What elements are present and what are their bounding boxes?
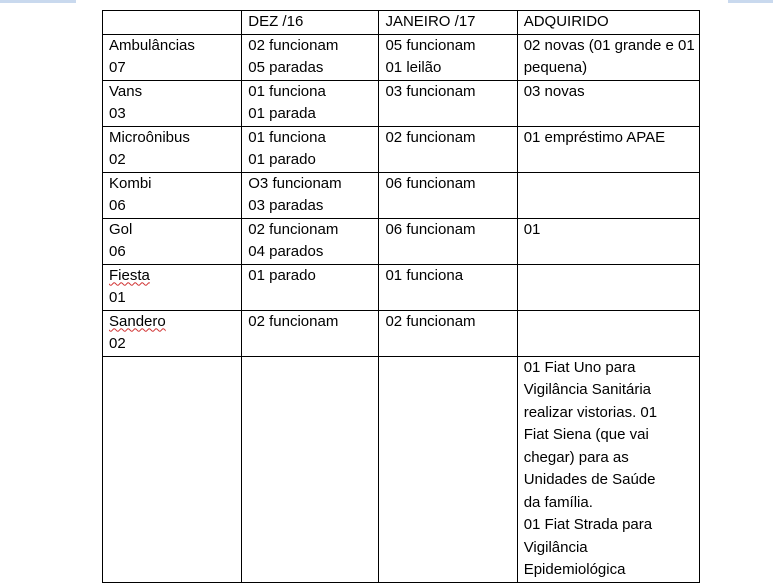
table-row (103, 356, 700, 582)
vehicle-cell (103, 310, 242, 356)
vehicle-cell (103, 34, 242, 80)
table-row (103, 218, 700, 264)
jan-line: 05 funcionam (385, 36, 476, 54)
dez-cell (242, 218, 379, 264)
adquirido-cell (517, 310, 699, 356)
dez-line: 01 parado (248, 266, 316, 284)
dez-line: 01 parado (248, 151, 316, 168)
vehicle-cell (103, 80, 242, 126)
vehicle-cell (103, 218, 242, 264)
adquirido-text: 03 novas (523, 82, 585, 100)
dez-line: 02 funcionam (248, 312, 339, 330)
dez-cell-empty (242, 356, 379, 582)
vehicle-count: 02 (109, 335, 126, 352)
vehicle-name: Fiesta (109, 266, 150, 284)
vehicle-name: Vans (109, 82, 143, 100)
dez-line: 03 paradas (248, 197, 324, 214)
jan-cell (379, 80, 517, 126)
table-row (103, 172, 700, 218)
top-right-accent-bar (728, 0, 773, 3)
jan-cell-empty (379, 356, 517, 582)
jan-line: 02 funcionam (385, 312, 476, 330)
vehicle-name: Microônibus (109, 128, 190, 146)
dez-cell (242, 80, 379, 126)
dez-cell (242, 126, 379, 172)
table-row (103, 310, 700, 356)
vehicle-cell (103, 264, 242, 310)
vehicle-count: 06 (109, 197, 126, 214)
dez-cell (242, 264, 379, 310)
adquirido-text: 02 novas (01 grande e 01 pequena) (523, 36, 695, 76)
adquirido-cell (517, 218, 699, 264)
vehicle-fleet-table (102, 10, 700, 583)
adquirido-note-line: Unidades de Saúde (523, 471, 656, 488)
vehicle-name: Gol (109, 220, 133, 238)
dez-line: 02 funcionam (248, 220, 339, 238)
adquirido-note-line: Epidemiológica (523, 561, 626, 578)
table-row (103, 34, 700, 80)
table-row (103, 264, 700, 310)
jan-cell (379, 264, 517, 310)
vehicle-name: Kombi (109, 174, 152, 192)
dez-line: 02 funcionam (248, 36, 339, 54)
dez-cell (242, 310, 379, 356)
adquirido-note-line: realizar vistorias. 01 (523, 403, 658, 421)
adquirido-note-line: Vigilância (523, 538, 588, 556)
jan-cell (379, 172, 517, 218)
adquirido-text: 01 empréstimo APAE (523, 128, 666, 146)
adquirido-note-line: Vigilância Sanitária (523, 381, 652, 398)
vehicle-cell (103, 126, 242, 172)
jan-line: 02 funcionam (385, 128, 476, 146)
vehicle-name: Sandero (109, 312, 166, 330)
dez-line: 01 funciona (248, 128, 326, 146)
jan-line: 01 leilão (385, 59, 442, 76)
jan-line: 06 funcionam (385, 174, 476, 192)
adquirido-note-line: chegar) para as (523, 448, 629, 466)
dez-line: 01 funciona (248, 82, 326, 100)
jan-cell (379, 310, 517, 356)
dez-cell (242, 172, 379, 218)
dez-line: 05 paradas (248, 59, 324, 76)
adquirido-text: 01 (523, 220, 541, 238)
dez-cell (242, 34, 379, 80)
vehicle-count: 02 (109, 151, 126, 168)
adquirido-cell (517, 34, 699, 80)
adquirido-cell (517, 172, 699, 218)
vehicle-count: 07 (109, 59, 126, 76)
header-cell-vehicle (103, 11, 242, 35)
adquirido-cell (517, 264, 699, 310)
adquirido-notes-cell (517, 356, 699, 582)
dez-line: O3 funcionam (248, 174, 342, 192)
adquirido-cell (517, 126, 699, 172)
header-cell-janeiro: JANEIRO /17 (379, 11, 517, 35)
table-row (103, 126, 700, 172)
header-cell-adquirido: ADQUIRIDO (517, 11, 699, 35)
adquirido-cell (517, 80, 699, 126)
jan-line: 03 funcionam (385, 82, 476, 100)
jan-cell (379, 218, 517, 264)
vehicle-cell-empty (103, 356, 242, 582)
vehicle-count: 01 (109, 289, 126, 306)
vehicle-count: 06 (109, 243, 126, 260)
header-row (103, 11, 700, 35)
dez-line: 01 parada (248, 105, 316, 122)
top-left-accent-bar (0, 0, 76, 3)
table-row (103, 80, 700, 126)
dez-line: 04 parados (248, 243, 324, 260)
adquirido-note-line: 01 Fiat Strada para (523, 516, 653, 533)
adquirido-note-line: da família. (523, 493, 593, 511)
adquirido-note-line: 01 Fiat Uno para (523, 358, 636, 376)
jan-line: 01 funciona (385, 266, 464, 284)
adquirido-note-line: Fiat Siena (que vai (523, 426, 649, 443)
jan-cell (379, 34, 517, 80)
vehicle-count: 03 (109, 105, 126, 122)
header-cell-dez: DEZ /16 (242, 11, 379, 35)
vehicle-cell (103, 172, 242, 218)
jan-line: 06 funcionam (385, 220, 476, 238)
vehicle-name: Ambulâncias (109, 36, 195, 54)
jan-cell (379, 126, 517, 172)
